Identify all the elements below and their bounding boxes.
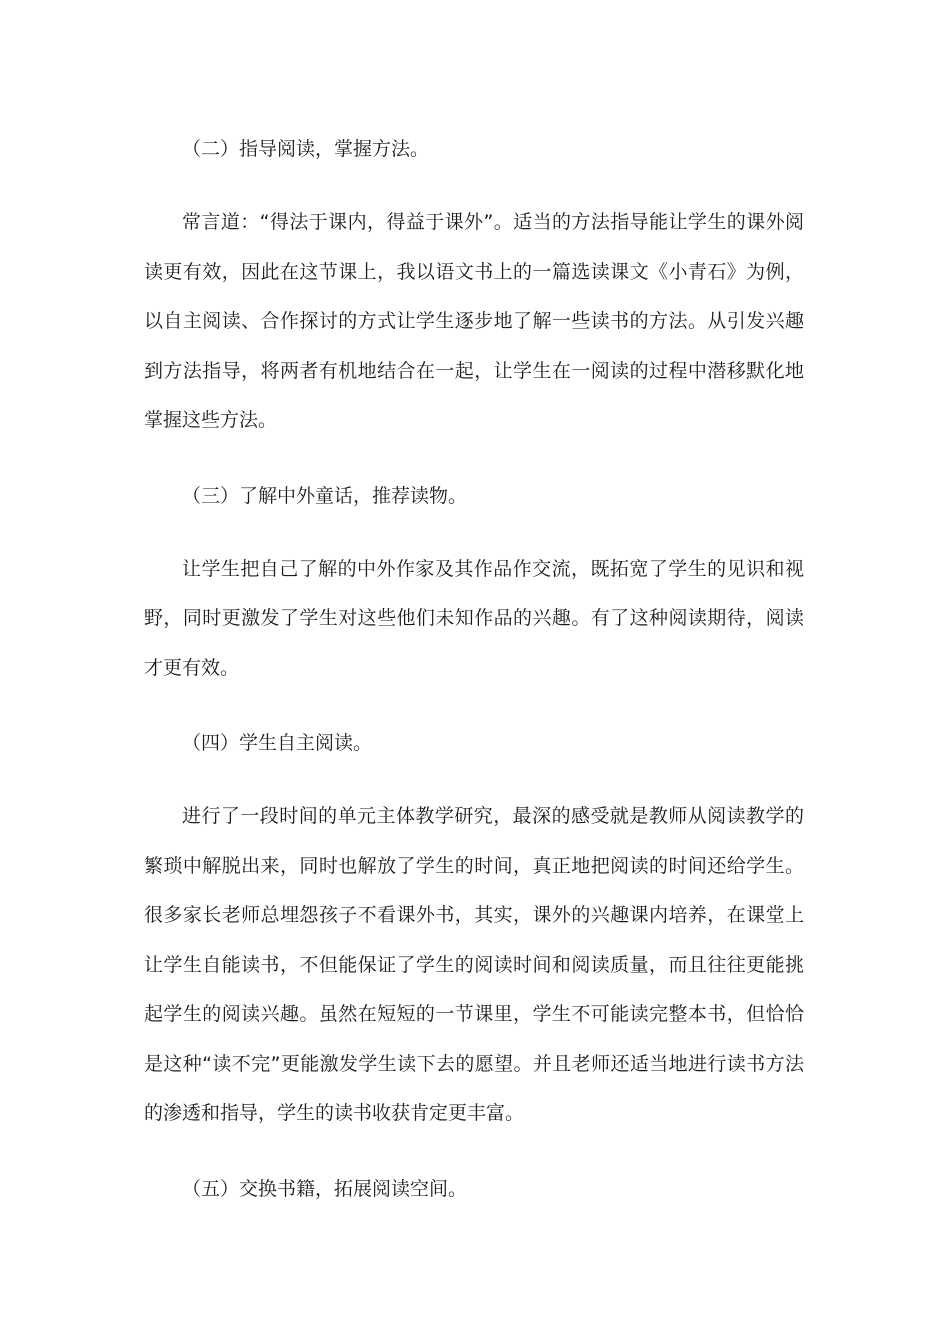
document-body <box>144 124 804 1238</box>
section-paragraph-2: 常言道：“得法于课内，得益于课外”。适当的方法指导能让学生的课外阅读更有效，因此在这节课上，我以语文书上的一篇选读课文《小青石》为例，以自主阅读、合作探讨的方式让学生逐步地了解一些读书的方法。从引发兴趣到方法指导，将两者有机地结合在一起，让学生在一阅读的过程中潜移默化地掌握这些方法。 <box>144 211 804 431</box>
section-heading-2: （二）指导阅读，掌握方法。 <box>182 138 430 160</box>
section-paragraph-4: 进行了一段时间的单元主体教学研究，最深的感受就是教师从阅读教学的繁琐中解脱出来，同时也解放了学生的时间，真正地把阅读的时间还给学生。很多家长老师总埋怨孩子不看课外书，其实，课外的兴趣课内培养，在课堂上让学生自能读书，不但能保证了学生的阅读时间和阅读质量，而且往往更能挑起学生的阅读兴趣。虽然在短短的一节课里，学生不可能读完整本书，但恰恰是这种“读不完”更能激发学生读下去的愿望。并且老师还适当地进行读书方法的渗透和指导，学生的读书收获肯定更丰富。 <box>144 805 804 1124</box>
section-heading-5: （五）交换书籍，拓展阅读空间。 <box>182 1177 468 1200</box>
section-paragraph-3: 让学生把自己了解的中外作家及其作品作交流，既拓宽了学生的见识和视野，同时更激发了学生对这些他们未知作品的兴趣。有了这种阅读期待，阅读才更有效。 <box>144 557 804 679</box>
section-heading-3: （三）了解中外童话，推荐读物。 <box>182 484 468 507</box>
section-heading-4: （四）学生自主阅读。 <box>182 732 373 754</box>
